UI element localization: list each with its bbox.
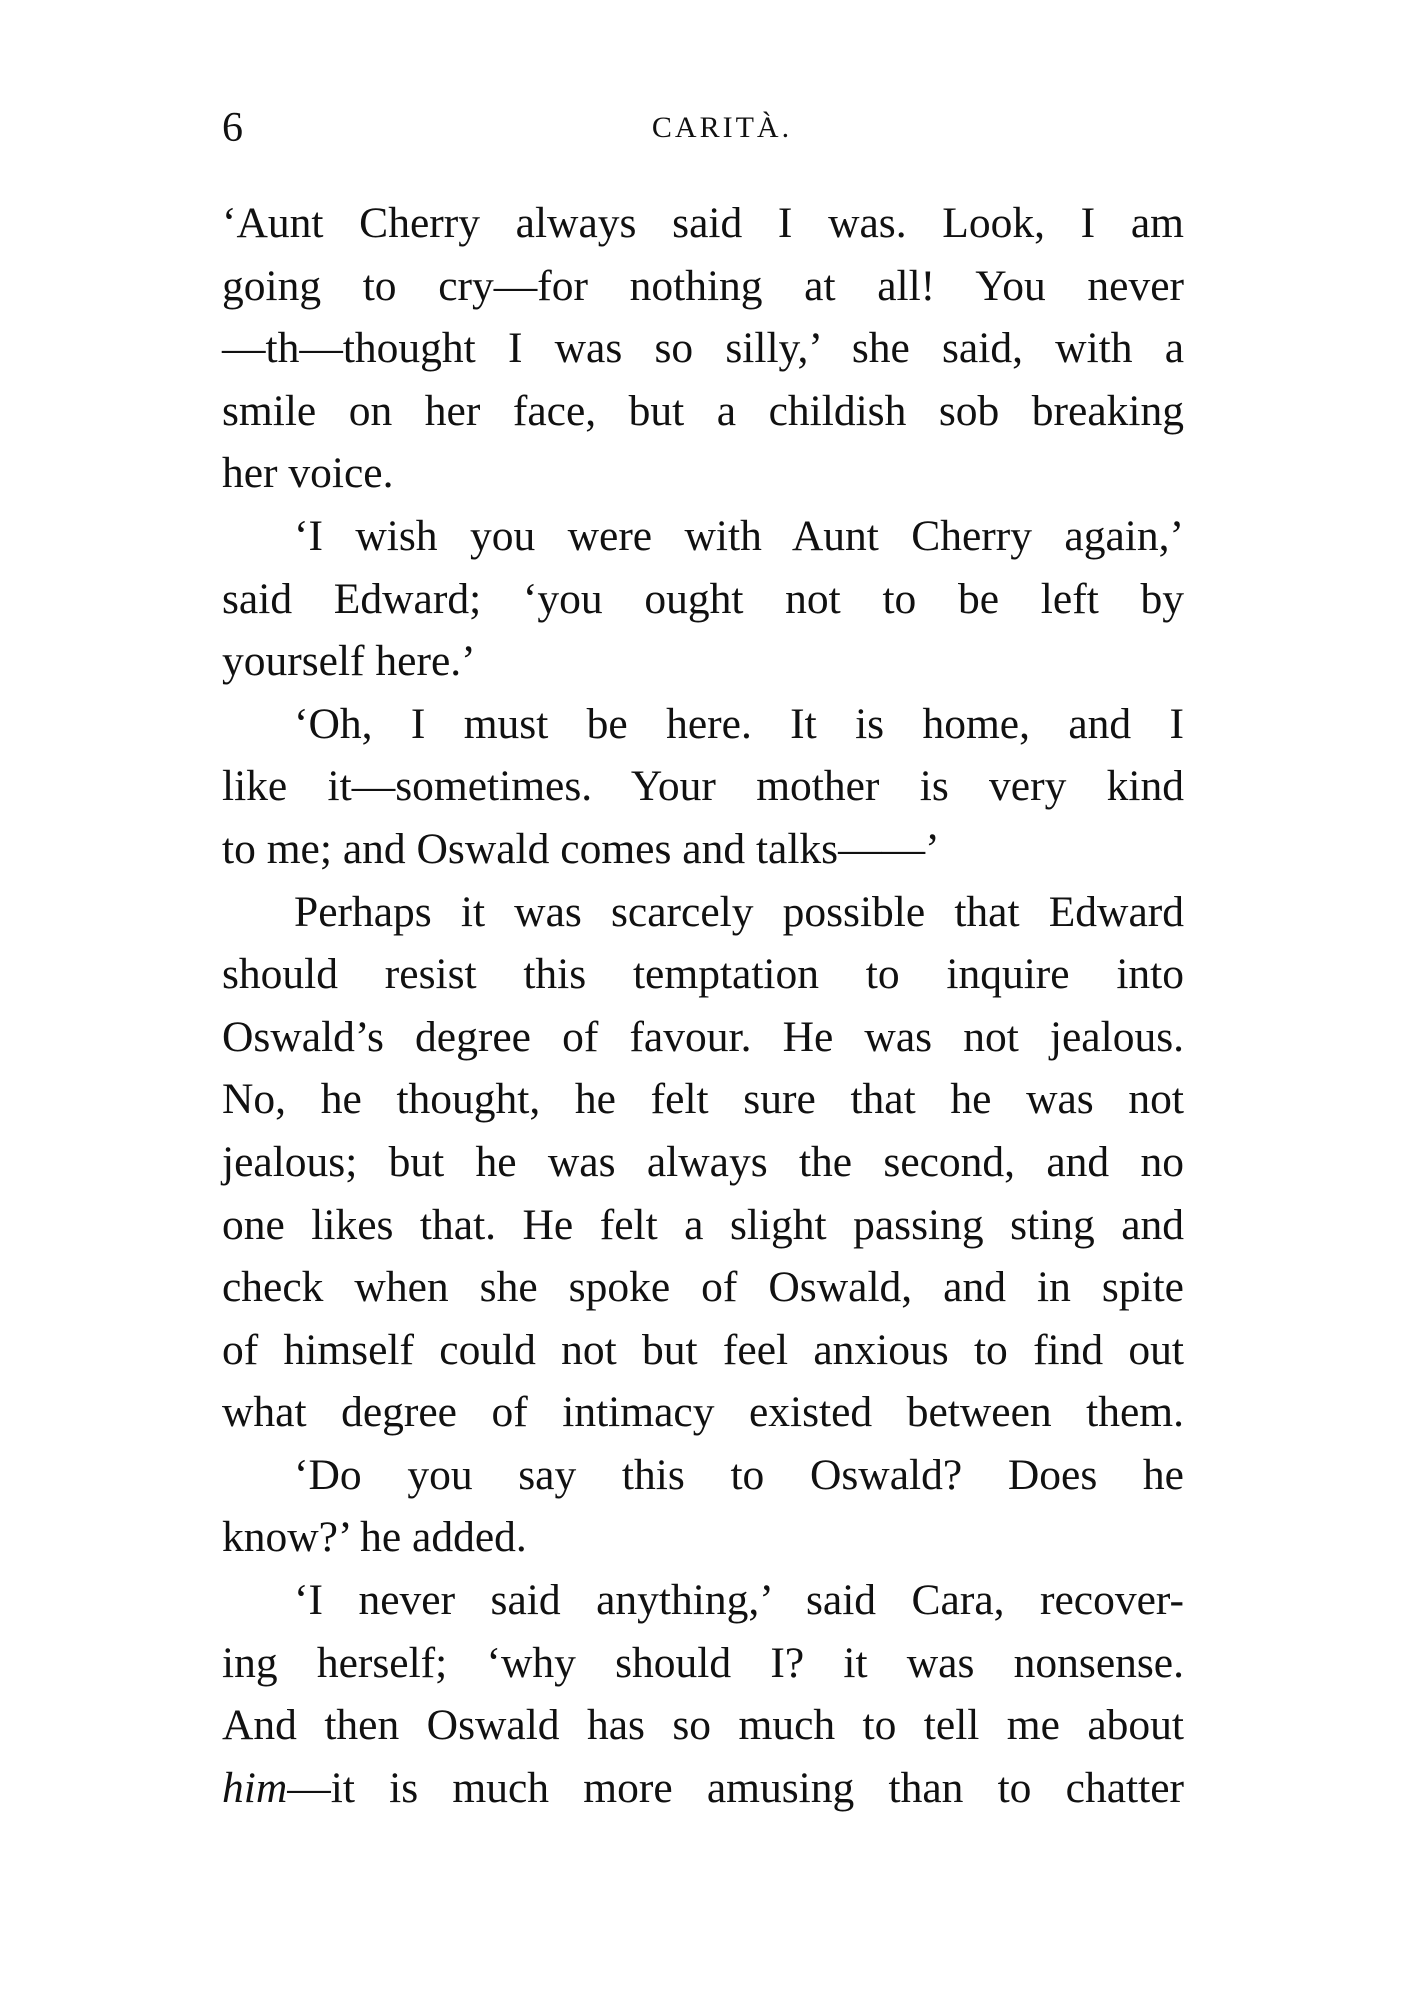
page-number: 6 <box>222 105 243 151</box>
running-head <box>222 98 1182 158</box>
text-line: her voice. <box>222 449 394 498</box>
text-line: ‘Do you say this to Oswald? Does he <box>294 1450 1184 1499</box>
text-line: know?’ he added. <box>222 1513 527 1562</box>
text-line: check when she spoke of Oswald, and in spite <box>222 1263 1184 1312</box>
text-line: jealous; but he was always the second, and no <box>222 1137 1184 1186</box>
text-line: smile on her face, but a childish sob breaking <box>222 386 1184 435</box>
text-line: ‘Aunt Cherry always said I was. Look, I am <box>222 199 1184 247</box>
text-line: ‘I never said anything,’ said Cara, recover- <box>294 1576 1184 1625</box>
text-line: ‘Oh, I must be here. It is home, and I <box>294 699 1184 748</box>
text-line: like it—sometimes. Your mother is very kind <box>222 762 1184 811</box>
last-line-rest: —it is much more amusing than to chatter <box>287 1763 1184 1812</box>
text-line: what degree of intimacy existed between them. <box>222 1388 1184 1437</box>
text-line: yourself here.’ <box>222 637 476 686</box>
text-line-last <box>222 1757 1184 1820</box>
text-line: Oswald’s degree of favour. He was not jealous. <box>222 1012 1184 1061</box>
text-line: of himself could not but feel anxious to find out <box>222 1325 1184 1374</box>
text-line: said Edward; ‘you ought not to be left by <box>222 574 1184 623</box>
text-line: ‘I wish you were with Aunt Cherry again,’ <box>294 511 1184 560</box>
body-text <box>222 192 1184 1819</box>
text-line: And then Oswald has so much to tell me about <box>222 1701 1184 1750</box>
text-line: No, he thought, he felt sure that he was not <box>222 1075 1184 1124</box>
text-line: should resist this temptation to inquire into <box>222 950 1184 999</box>
text-line: Perhaps it was scarcely possible that Edward <box>294 887 1184 936</box>
text-line: going to cry—for nothing at all! You never <box>222 261 1184 310</box>
text-line: one likes that. He felt a slight passing sting and <box>222 1200 1184 1249</box>
italic-word: him <box>222 1763 288 1812</box>
text-line: ing herself; ‘why should I? it was nonsense. <box>222 1638 1184 1687</box>
text-line: —th—thought I was so silly,’ she said, with a <box>222 324 1184 373</box>
running-title: CARITÀ. <box>651 111 793 144</box>
text-line: to me; and Oswald comes and talks——’ <box>222 824 940 873</box>
